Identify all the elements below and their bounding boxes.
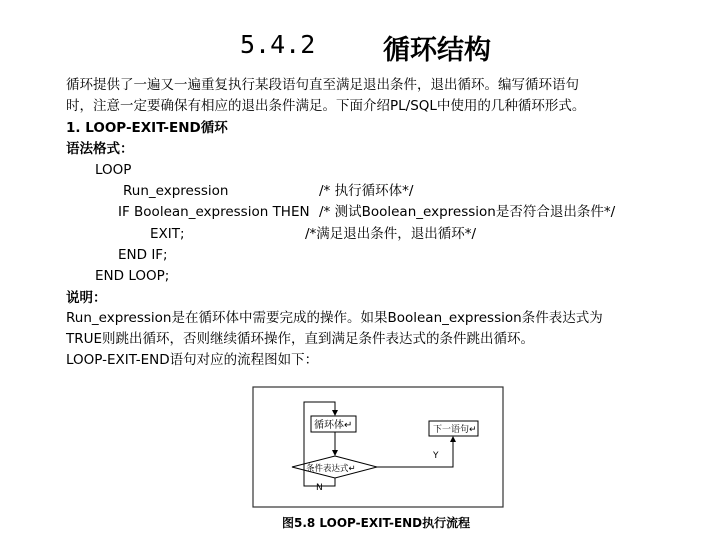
loop-body-label: 循环体↵ <box>314 420 353 431</box>
next-statement-label: 下一语句↵ <box>433 425 477 435</box>
code-end-if: END IF; <box>118 247 168 263</box>
code-if-comment: /* 测试Boolean_expression是否符合退出条件*/ <box>319 204 616 220</box>
code-end-loop: END LOOP; <box>95 268 170 284</box>
explanation-line-1: Run_expression是在循环体中需要完成的操作。如果Boolean_expression条件表达式为 <box>66 310 603 326</box>
page-title: 循环结构 <box>383 35 491 66</box>
explanation-line-2: TRUE则跳出循环，否则继续循环操作，直到满足条件表达式的条件跳出循环。 <box>66 331 535 347</box>
flowchart-frame <box>253 387 503 507</box>
intro-line-2: 时，注意一定要确保有相应的退出条件满足。下面介绍PL/SQL中使用的几种循环形式。 <box>66 98 586 114</box>
yes-label: Y <box>433 451 439 461</box>
section-heading: 1. LOOP-EXIT-END循环 <box>66 120 228 136</box>
code-if: IF Boolean_expression THEN <box>118 204 310 220</box>
flowchart <box>248 384 508 512</box>
arrow-yes <box>377 437 453 467</box>
code-run-comment: /* 执行循环体*/ <box>319 183 414 199</box>
no-label: N <box>316 483 323 493</box>
code-exit: EXIT; <box>150 226 185 242</box>
code-loop: LOOP <box>95 162 132 178</box>
explanation-line-3: LOOP-EXIT-END语句对应的流程图如下： <box>66 352 319 368</box>
code-exit-comment: /*满足退出条件，退出循环*/ <box>305 226 477 242</box>
code-run-expression: Run_expression <box>123 183 229 199</box>
section-number: 5.4.2 <box>240 30 316 59</box>
explanation-label: 说明： <box>66 290 107 306</box>
condition-label: 条件表达式↵ <box>306 464 356 474</box>
syntax-label: 语法格式： <box>66 141 134 157</box>
figure-caption: 图5.8 LOOP-EXIT-END执行流程 <box>282 516 471 530</box>
intro-line-1: 循环提供了一遍又一遍重复执行某段语句直至满足退出条件，退出循环。编写循环语句 <box>66 77 579 93</box>
